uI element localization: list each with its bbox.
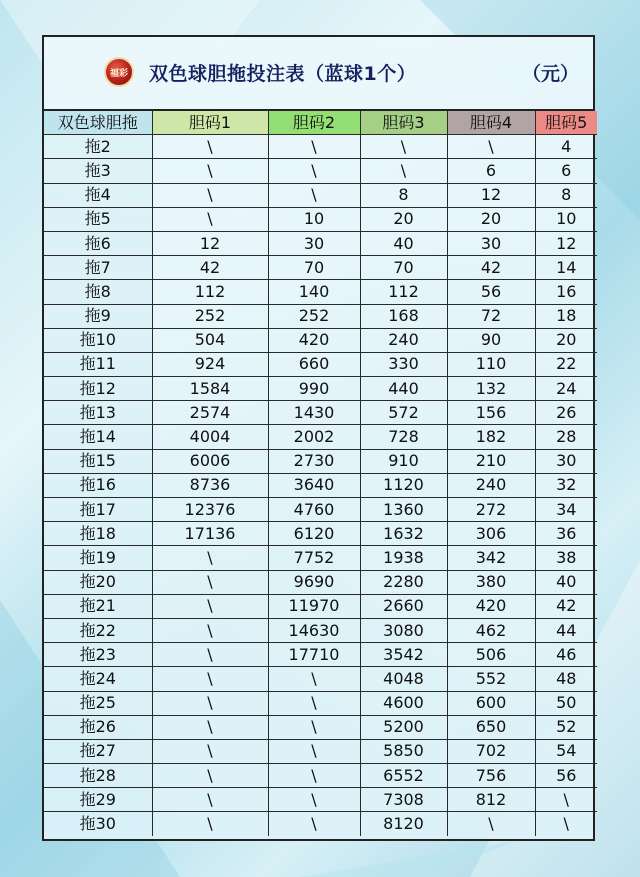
table-row bbox=[44, 256, 597, 280]
table-header bbox=[44, 37, 593, 111]
table-cell: 56 bbox=[535, 764, 597, 788]
table-cell: 38 bbox=[535, 546, 597, 570]
table-cell: 3542 bbox=[360, 643, 447, 667]
table-cell: 42 bbox=[447, 256, 535, 280]
row-label: 拖2 bbox=[44, 135, 152, 159]
table-cell: 90 bbox=[447, 328, 535, 352]
row-label: 拖28 bbox=[44, 764, 152, 788]
table-row bbox=[44, 377, 597, 401]
row-label: 拖4 bbox=[44, 183, 152, 207]
row-label: 拖22 bbox=[44, 618, 152, 642]
table-body bbox=[44, 135, 597, 836]
table-cell: 42 bbox=[152, 256, 268, 280]
table-cell: 26 bbox=[535, 401, 597, 425]
table-cell: 56 bbox=[447, 280, 535, 304]
table-cell: 22 bbox=[535, 352, 597, 376]
table-cell: 342 bbox=[447, 546, 535, 570]
table-cell: \ bbox=[152, 812, 268, 836]
table-cell: \ bbox=[268, 691, 360, 715]
table-cell: 18 bbox=[535, 304, 597, 328]
table-cell: 702 bbox=[447, 739, 535, 763]
table-cell: 10 bbox=[535, 207, 597, 231]
table-cell: 20 bbox=[360, 207, 447, 231]
row-label: 拖6 bbox=[44, 231, 152, 255]
table-cell: 44 bbox=[535, 618, 597, 642]
table-cell: 36 bbox=[535, 522, 597, 546]
table-cell: 16 bbox=[535, 280, 597, 304]
table-cell: \ bbox=[152, 135, 268, 159]
table-cell: 3080 bbox=[360, 618, 447, 642]
table-cell: 504 bbox=[152, 328, 268, 352]
table-cell: \ bbox=[268, 764, 360, 788]
table-cell: \ bbox=[447, 812, 535, 836]
table-cell: 14 bbox=[535, 256, 597, 280]
table-cell: 462 bbox=[447, 618, 535, 642]
table-cell: 990 bbox=[268, 377, 360, 401]
table-cell: \ bbox=[152, 739, 268, 763]
row-label: 拖15 bbox=[44, 449, 152, 473]
table-row bbox=[44, 498, 597, 522]
betting-table bbox=[44, 111, 597, 836]
table-cell: 380 bbox=[447, 570, 535, 594]
row-label: 拖23 bbox=[44, 643, 152, 667]
table-cell: 6120 bbox=[268, 522, 360, 546]
table-cell: 660 bbox=[268, 352, 360, 376]
table-row bbox=[44, 546, 597, 570]
table-row bbox=[44, 304, 597, 328]
table-cell: 272 bbox=[447, 498, 535, 522]
table-row bbox=[44, 231, 597, 255]
table-cell: 140 bbox=[268, 280, 360, 304]
table-cell: 6 bbox=[447, 159, 535, 183]
table-cell: 34 bbox=[535, 498, 597, 522]
table-cell: 12 bbox=[447, 183, 535, 207]
table-row bbox=[44, 159, 597, 183]
table-row bbox=[44, 739, 597, 763]
table-cell: 2660 bbox=[360, 594, 447, 618]
table-cell: 12 bbox=[535, 231, 597, 255]
lottery-logo bbox=[104, 57, 134, 87]
table-cell: 8 bbox=[535, 183, 597, 207]
row-label: 拖11 bbox=[44, 352, 152, 376]
table-row bbox=[44, 618, 597, 642]
table-cell: 3640 bbox=[268, 473, 360, 497]
row-label: 拖10 bbox=[44, 328, 152, 352]
table-cell: 40 bbox=[360, 231, 447, 255]
table-cell: \ bbox=[268, 183, 360, 207]
table-cell: 30 bbox=[268, 231, 360, 255]
table-cell: \ bbox=[268, 135, 360, 159]
column-header-dan5: 胆码5 bbox=[535, 111, 597, 135]
table-cell: 8120 bbox=[360, 812, 447, 836]
table-cell: \ bbox=[152, 183, 268, 207]
table-cell: 7308 bbox=[360, 788, 447, 812]
table-cell: 10 bbox=[268, 207, 360, 231]
row-label: 拖30 bbox=[44, 812, 152, 836]
table-cell: 40 bbox=[535, 570, 597, 594]
table-cell: \ bbox=[360, 135, 447, 159]
table-row bbox=[44, 473, 597, 497]
table-cell: 6006 bbox=[152, 449, 268, 473]
table-cell: 48 bbox=[535, 667, 597, 691]
table-cell: 30 bbox=[447, 231, 535, 255]
table-cell: 14630 bbox=[268, 618, 360, 642]
table-cell: 12376 bbox=[152, 498, 268, 522]
table-row bbox=[44, 401, 597, 425]
table-cell: \ bbox=[152, 159, 268, 183]
table-cell: 32 bbox=[535, 473, 597, 497]
row-label: 拖24 bbox=[44, 667, 152, 691]
table-cell: 306 bbox=[447, 522, 535, 546]
table-cell: 70 bbox=[268, 256, 360, 280]
table-row bbox=[44, 328, 597, 352]
row-label: 拖17 bbox=[44, 498, 152, 522]
betting-table-poster bbox=[42, 35, 595, 841]
table-cell: 924 bbox=[152, 352, 268, 376]
table-cell: 9690 bbox=[268, 570, 360, 594]
row-label: 拖12 bbox=[44, 377, 152, 401]
table-cell: \ bbox=[268, 739, 360, 763]
table-row bbox=[44, 715, 597, 739]
table-cell: 110 bbox=[447, 352, 535, 376]
table-cell: 552 bbox=[447, 667, 535, 691]
table-cell: \ bbox=[268, 812, 360, 836]
table-cell: 1938 bbox=[360, 546, 447, 570]
row-label: 拖7 bbox=[44, 256, 152, 280]
table-row bbox=[44, 449, 597, 473]
table-cell: 168 bbox=[360, 304, 447, 328]
table-cell: 252 bbox=[152, 304, 268, 328]
table-cell: 240 bbox=[447, 473, 535, 497]
table-row bbox=[44, 207, 597, 231]
table-cell: 210 bbox=[447, 449, 535, 473]
table-cell: 812 bbox=[447, 788, 535, 812]
table-cell: 182 bbox=[447, 425, 535, 449]
table-cell: \ bbox=[447, 135, 535, 159]
row-label: 拖14 bbox=[44, 425, 152, 449]
table-cell: 4 bbox=[535, 135, 597, 159]
table-cell: 4760 bbox=[268, 498, 360, 522]
table-cell: 72 bbox=[447, 304, 535, 328]
table-row bbox=[44, 643, 597, 667]
table-cell: 12 bbox=[152, 231, 268, 255]
table-cell: \ bbox=[152, 715, 268, 739]
table-cell: 756 bbox=[447, 764, 535, 788]
table-cell: 20 bbox=[535, 328, 597, 352]
page-title: 双色球胆拖投注表（蓝球1个） bbox=[149, 63, 417, 85]
table-cell: 4600 bbox=[360, 691, 447, 715]
table-cell: 28 bbox=[535, 425, 597, 449]
table-cell: 2002 bbox=[268, 425, 360, 449]
table-cell: 52 bbox=[535, 715, 597, 739]
table-cell: \ bbox=[152, 594, 268, 618]
table-cell: 506 bbox=[447, 643, 535, 667]
table-row bbox=[44, 183, 597, 207]
table-cell: 2730 bbox=[268, 449, 360, 473]
column-header-dan4: 胆码4 bbox=[447, 111, 535, 135]
table-cell: 132 bbox=[447, 377, 535, 401]
table-cell: 572 bbox=[360, 401, 447, 425]
table-cell: 46 bbox=[535, 643, 597, 667]
row-label: 拖27 bbox=[44, 739, 152, 763]
table-cell: 2280 bbox=[360, 570, 447, 594]
column-header-tuo: 双色球胆拖 bbox=[44, 111, 152, 135]
column-header-dan1: 胆码1 bbox=[152, 111, 268, 135]
table-row bbox=[44, 352, 597, 376]
table-cell: \ bbox=[535, 812, 597, 836]
table-cell: \ bbox=[152, 667, 268, 691]
table-row bbox=[44, 425, 597, 449]
table-cell: 11970 bbox=[268, 594, 360, 618]
table-row bbox=[44, 691, 597, 715]
table-cell: 1584 bbox=[152, 377, 268, 401]
table-cell: 1430 bbox=[268, 401, 360, 425]
table-cell: 156 bbox=[447, 401, 535, 425]
table-cell: 440 bbox=[360, 377, 447, 401]
table-row bbox=[44, 764, 597, 788]
table-cell: \ bbox=[360, 159, 447, 183]
column-header-dan3: 胆码3 bbox=[360, 111, 447, 135]
table-row bbox=[44, 522, 597, 546]
table-cell: \ bbox=[152, 618, 268, 642]
unit-label: （元） bbox=[522, 63, 580, 85]
row-label: 拖18 bbox=[44, 522, 152, 546]
logo-text: 福彩 bbox=[109, 68, 128, 79]
table-cell: 4004 bbox=[152, 425, 268, 449]
row-label: 拖29 bbox=[44, 788, 152, 812]
table-cell: 8736 bbox=[152, 473, 268, 497]
row-label: 拖20 bbox=[44, 570, 152, 594]
table-cell: 70 bbox=[360, 256, 447, 280]
table-cell: 728 bbox=[360, 425, 447, 449]
table-cell: 5850 bbox=[360, 739, 447, 763]
table-cell: \ bbox=[268, 159, 360, 183]
table-row bbox=[44, 667, 597, 691]
table-cell: 420 bbox=[268, 328, 360, 352]
table-row bbox=[44, 788, 597, 812]
table-cell: 4048 bbox=[360, 667, 447, 691]
table-cell: 330 bbox=[360, 352, 447, 376]
table-cell: \ bbox=[535, 788, 597, 812]
row-label: 拖19 bbox=[44, 546, 152, 570]
table-cell: 50 bbox=[535, 691, 597, 715]
row-label: 拖3 bbox=[44, 159, 152, 183]
table-cell: 112 bbox=[152, 280, 268, 304]
table-cell: \ bbox=[268, 667, 360, 691]
table-row bbox=[44, 135, 597, 159]
table-row bbox=[44, 280, 597, 304]
table-cell: 252 bbox=[268, 304, 360, 328]
table-cell: 5200 bbox=[360, 715, 447, 739]
table-cell: 1632 bbox=[360, 522, 447, 546]
table-cell: 8 bbox=[360, 183, 447, 207]
table-cell: 42 bbox=[535, 594, 597, 618]
table-cell: 30 bbox=[535, 449, 597, 473]
row-label: 拖26 bbox=[44, 715, 152, 739]
table-cell: \ bbox=[152, 764, 268, 788]
table-cell: \ bbox=[152, 691, 268, 715]
table-cell: 650 bbox=[447, 715, 535, 739]
row-label: 拖9 bbox=[44, 304, 152, 328]
table-cell: 910 bbox=[360, 449, 447, 473]
table-cell: 600 bbox=[447, 691, 535, 715]
table-cell: 54 bbox=[535, 739, 597, 763]
table-cell: 20 bbox=[447, 207, 535, 231]
table-row bbox=[44, 570, 597, 594]
table-cell: 240 bbox=[360, 328, 447, 352]
table-cell: \ bbox=[268, 715, 360, 739]
table-cell: 1120 bbox=[360, 473, 447, 497]
column-header-dan2: 胆码2 bbox=[268, 111, 360, 135]
table-cell: 6 bbox=[535, 159, 597, 183]
table-row bbox=[44, 812, 597, 836]
row-label: 拖13 bbox=[44, 401, 152, 425]
table-cell: 7752 bbox=[268, 546, 360, 570]
table-cell: \ bbox=[152, 788, 268, 812]
table-cell: 17136 bbox=[152, 522, 268, 546]
table-row bbox=[44, 594, 597, 618]
table-cell: \ bbox=[152, 570, 268, 594]
table-cell: 112 bbox=[360, 280, 447, 304]
table-cell: 1360 bbox=[360, 498, 447, 522]
header-row bbox=[44, 111, 597, 135]
table-cell: 420 bbox=[447, 594, 535, 618]
table-cell: \ bbox=[152, 546, 268, 570]
table-cell: 17710 bbox=[268, 643, 360, 667]
table-cell: \ bbox=[152, 643, 268, 667]
table-cell: \ bbox=[268, 788, 360, 812]
table-cell: 6552 bbox=[360, 764, 447, 788]
table-cell: 24 bbox=[535, 377, 597, 401]
row-label: 拖16 bbox=[44, 473, 152, 497]
table-cell: \ bbox=[152, 207, 268, 231]
table-cell: 2574 bbox=[152, 401, 268, 425]
row-label: 拖5 bbox=[44, 207, 152, 231]
row-label: 拖25 bbox=[44, 691, 152, 715]
row-label: 拖21 bbox=[44, 594, 152, 618]
row-label: 拖8 bbox=[44, 280, 152, 304]
